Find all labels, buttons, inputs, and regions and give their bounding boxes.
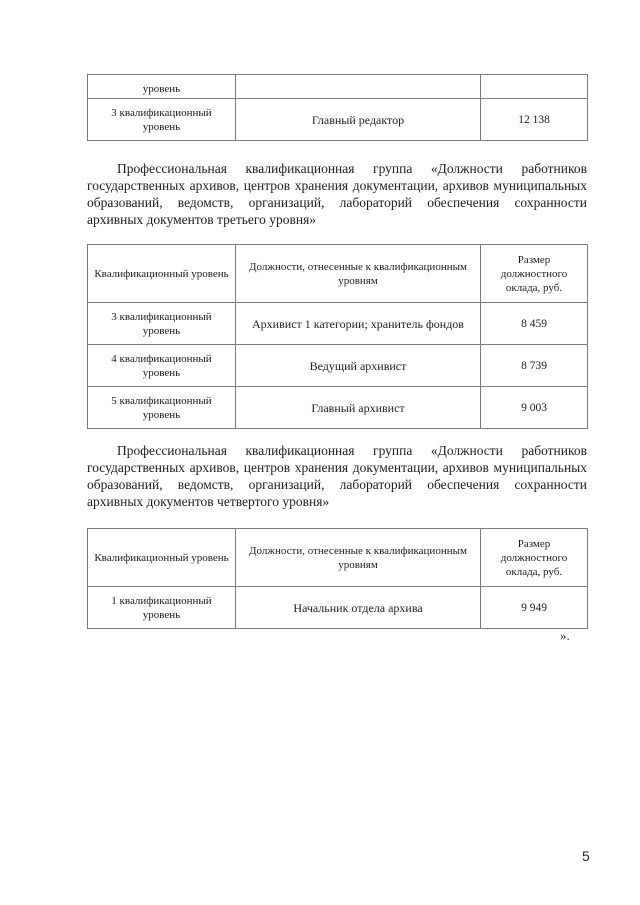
table-row <box>88 587 588 629</box>
position-cell: Архивист 1 категории; хранитель фондов <box>236 303 481 345</box>
salary-cell <box>481 75 588 99</box>
table-header-row <box>88 529 588 587</box>
salary-cell: 9 003 <box>481 387 588 429</box>
group-heading-paragraph <box>87 442 587 510</box>
table-row <box>88 345 588 387</box>
header-level: Квалификационный уровень <box>88 529 236 587</box>
salary-cell: 8 459 <box>481 303 588 345</box>
position-cell: Начальник отдела архива <box>236 587 481 629</box>
level-cell: 3 квалификационный уровень <box>88 99 236 141</box>
group-heading-paragraph <box>87 160 587 228</box>
salary-table-fourth-level <box>87 528 588 629</box>
header-positions: Должности, отнесенные к квалификационным уровням <box>236 529 481 587</box>
level-cell: 5 квалификационный уровень <box>88 387 236 429</box>
position-cell: Главный архивист <box>236 387 481 429</box>
header-level: Квалификационный уровень <box>88 245 236 303</box>
table-row <box>88 387 588 429</box>
salary-cell: 12 138 <box>481 99 588 141</box>
salary-table-third-level <box>87 244 588 429</box>
table-header-row <box>88 245 588 303</box>
closing-quote-mark: ». <box>560 628 570 643</box>
table-row <box>88 75 588 99</box>
position-cell: Главный редактор <box>236 99 481 141</box>
paragraph-text: Профессиональная квалификационная группа «Должности работников государственных архивов, центров хранения документации, архивов муниципальных образований, ведомств, организаций, лабораторий обеспечения сохранности архивных документов третьего уровня» <box>87 161 587 227</box>
page-number: 5 <box>582 848 590 864</box>
level-cell: 1 квалификационный уровень <box>88 587 236 629</box>
position-cell <box>236 75 481 99</box>
table-row <box>88 99 588 141</box>
salary-table-continued <box>87 74 588 141</box>
salary-cell: 9 949 <box>481 587 588 629</box>
position-cell: Ведущий архивист <box>236 345 481 387</box>
salary-cell: 8 739 <box>481 345 588 387</box>
paragraph-text: Профессиональная квалификационная группа «Должности работников государственных архивов, центров хранения документации, архивов муниципальных образований, ведомств, организаций, лабораторий обеспечения сохранности архивных документов четвертого уровня» <box>87 443 587 509</box>
level-cell: 4 квалификационный уровень <box>88 345 236 387</box>
level-cell: уровень <box>88 75 236 99</box>
level-cell: 3 квалификационный уровень <box>88 303 236 345</box>
header-positions: Должности, отнесенные к квалификационным уровням <box>236 245 481 303</box>
table-row <box>88 303 588 345</box>
header-salary: Размер должностного оклада, руб. <box>481 529 588 587</box>
header-salary: Размер должностного оклада, руб. <box>481 245 588 303</box>
